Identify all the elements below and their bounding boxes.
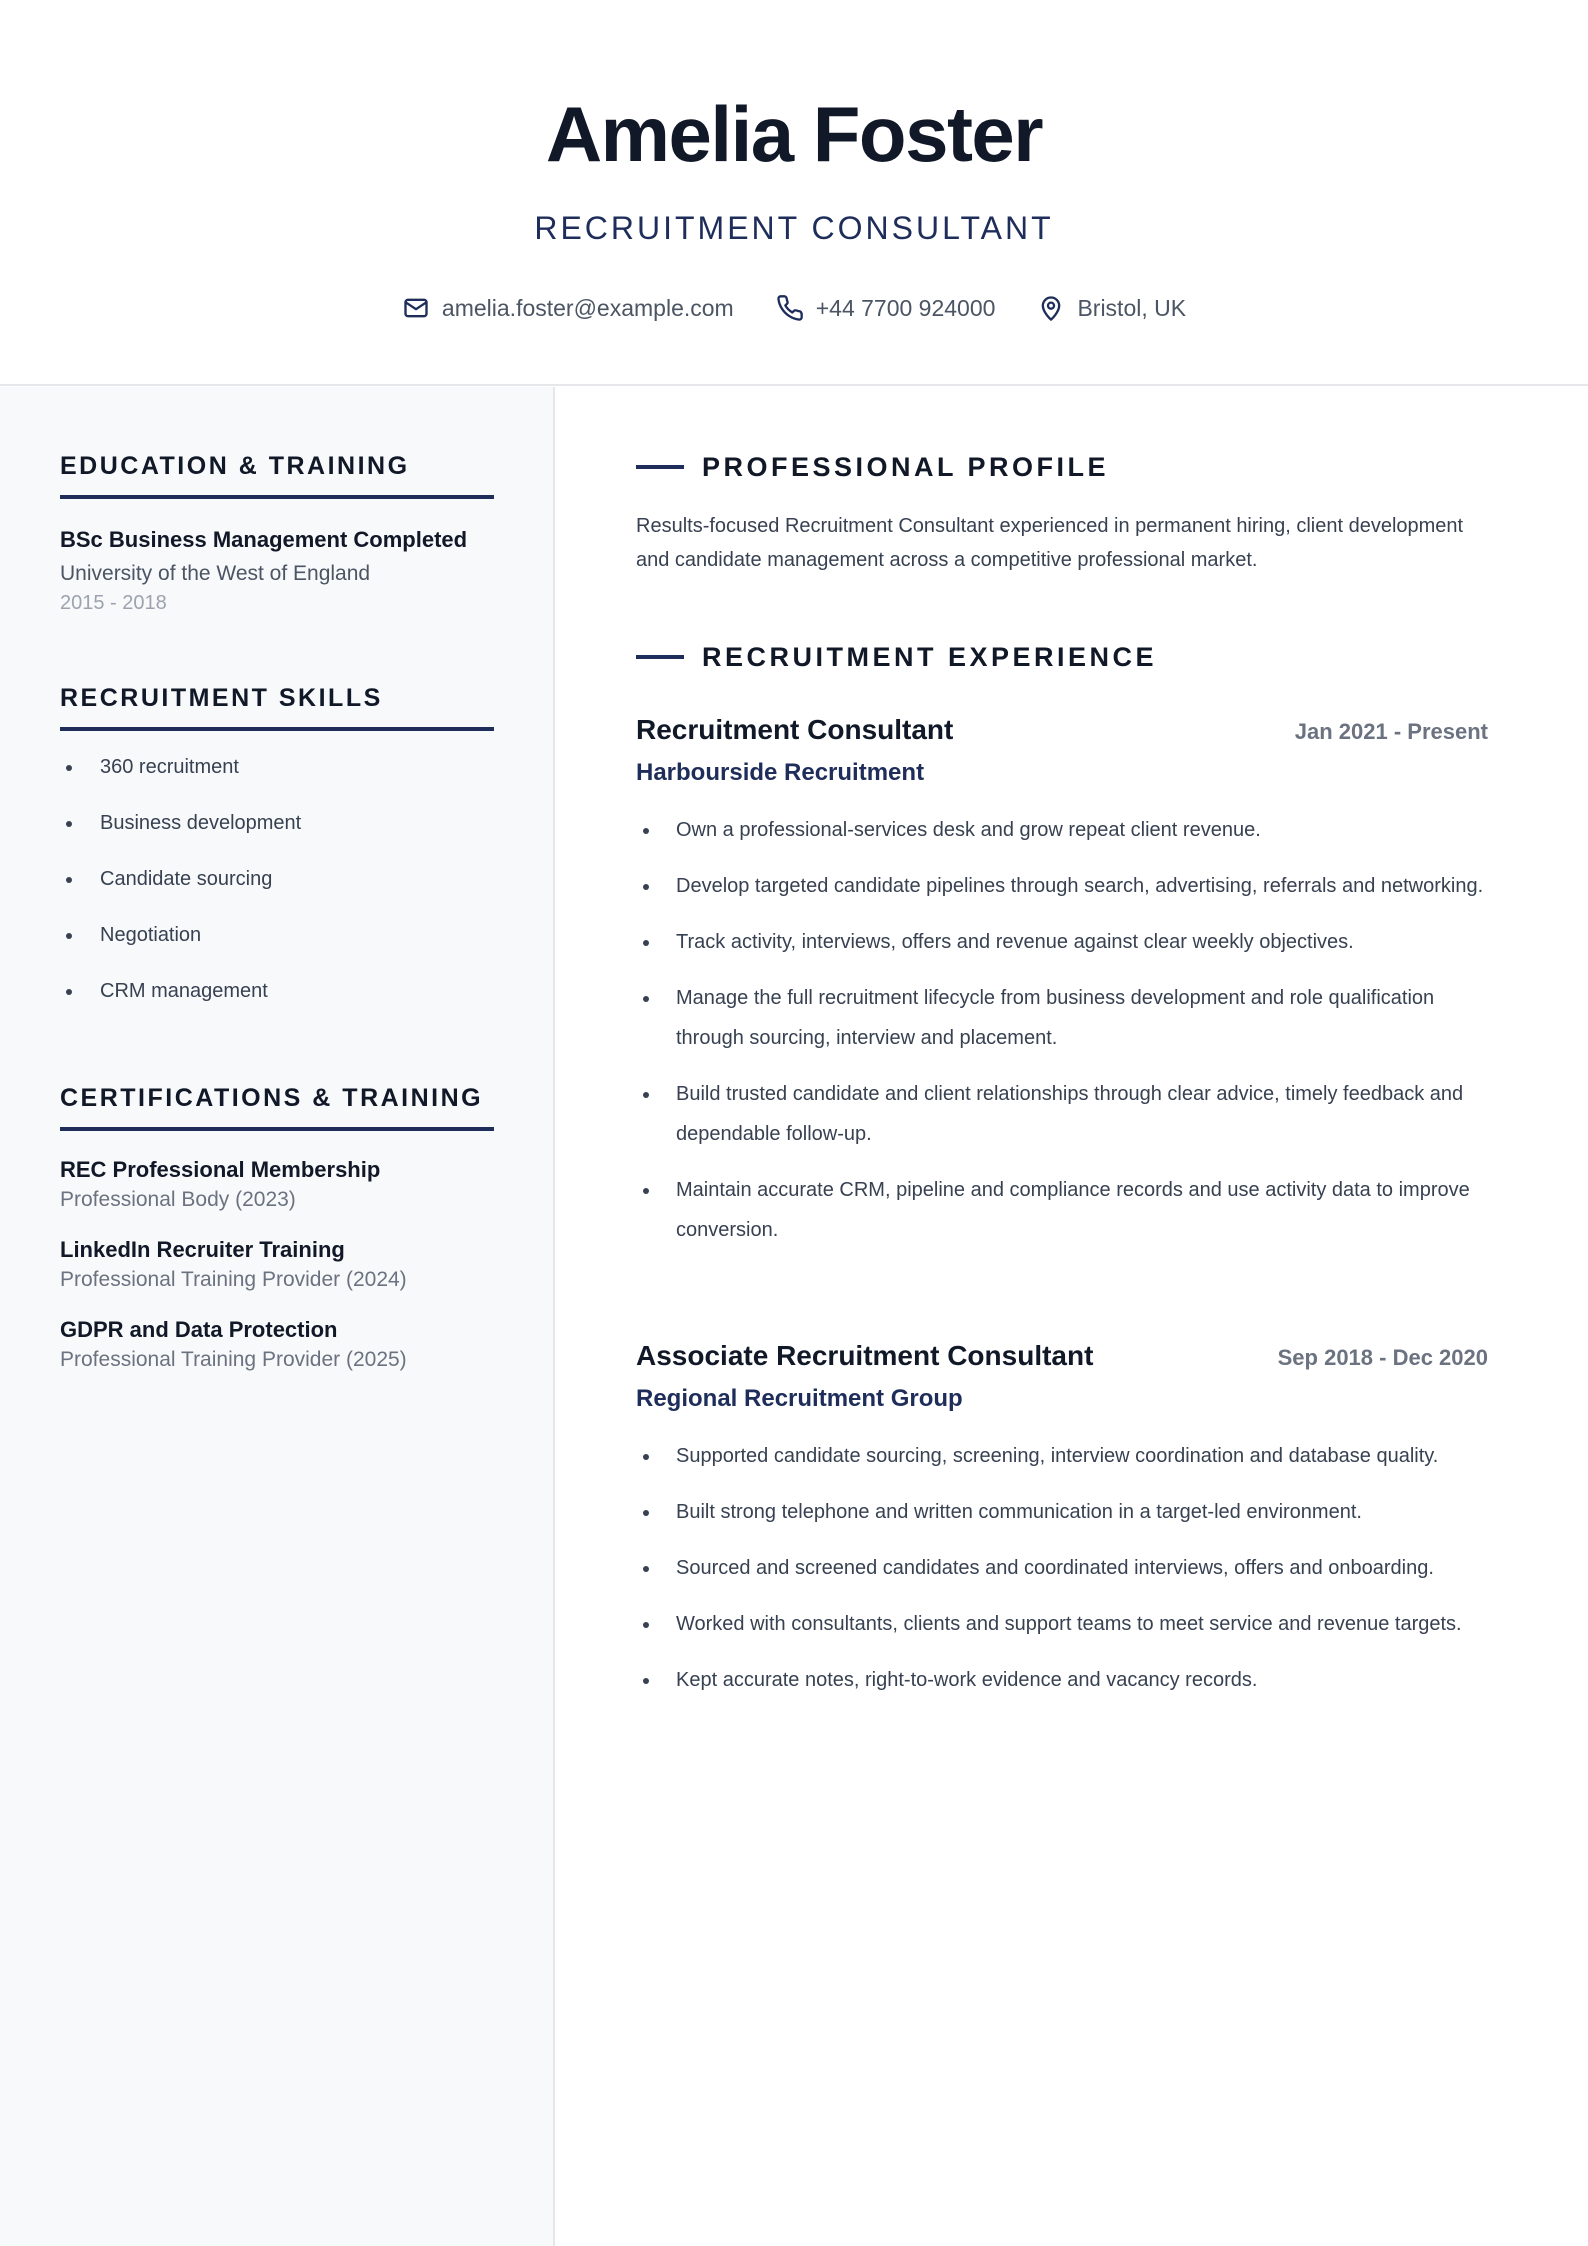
job-bullet: Build trusted candidate and client relationships through clear advice, timely feedback and dependable follow-up. bbox=[636, 1074, 1488, 1154]
email-text: amelia.foster@example.com bbox=[441, 295, 734, 321]
job-bullet: Sourced and screened candidates and coordinated interviews, offers and onboarding. bbox=[636, 1548, 1488, 1588]
job-company: Regional Recruitment Group bbox=[636, 1385, 963, 1412]
job-bullet: Kept accurate notes, right-to-work evidence and vacancy records. bbox=[636, 1660, 1488, 1700]
phone-icon bbox=[776, 294, 804, 322]
degree-title: BSc Business Management Completed bbox=[60, 527, 468, 552]
candidate-title: RECRUITMENT CONSULTANT bbox=[534, 210, 1054, 246]
skill-item: Business development bbox=[60, 807, 494, 839]
education-dates: 2015 - 2018 bbox=[60, 592, 167, 614]
location-pin-icon bbox=[1037, 294, 1065, 322]
skill-item: Candidate sourcing bbox=[60, 863, 494, 895]
job-dates: Jan 2021 - Present bbox=[1294, 719, 1488, 744]
job-bullet: Supported candidate sourcing, screening, interview coordination and database quality. bbox=[636, 1436, 1488, 1476]
job-entry bbox=[636, 1336, 1488, 1716]
job-bullets bbox=[636, 810, 1488, 1250]
candidate-name: Amelia Foster bbox=[545, 90, 1043, 178]
job-title: Associate Recruitment Consultant bbox=[636, 1340, 1094, 1371]
job-bullet: Track activity, interviews, offers and revenue against clear weekly objectives. bbox=[636, 922, 1488, 962]
mail-icon bbox=[402, 294, 430, 322]
certification-org: Professional Training Provider (2025) bbox=[60, 1348, 407, 1371]
contact-email[interactable] bbox=[402, 290, 734, 326]
school-name: University of the West of England bbox=[60, 562, 371, 585]
skill-item: CRM management bbox=[60, 975, 494, 1007]
profile-summary: Results-focused Recruitment Consultant experienced in permanent hiring, client development and candidate management across a competitive professional market. bbox=[636, 515, 1464, 571]
heading-rule bbox=[636, 465, 684, 469]
certifications-heading: CERTIFICATIONS & TRAINING bbox=[60, 1081, 494, 1131]
contact-phone[interactable] bbox=[776, 290, 996, 326]
skills-section bbox=[60, 681, 494, 1031]
certification-name: LinkedIn Recruiter Training bbox=[60, 1237, 345, 1262]
certification-name: GDPR and Data Protection bbox=[60, 1317, 338, 1342]
job-bullet: Own a professional-services desk and grow repeat client revenue. bbox=[636, 810, 1488, 850]
profile-heading bbox=[636, 449, 1109, 485]
job-bullet: Develop targeted candidate pipelines through search, advertising, referrals and networking. bbox=[636, 866, 1488, 906]
certification-name: REC Professional Membership bbox=[60, 1157, 381, 1182]
education-section bbox=[60, 449, 494, 617]
heading-rule bbox=[636, 655, 684, 659]
experience-heading-text: RECRUITMENT EXPERIENCE bbox=[702, 642, 1158, 672]
profile-heading-text: PROFESSIONAL PROFILE bbox=[702, 452, 1110, 482]
job-dates: Sep 2018 - Dec 2020 bbox=[1277, 1345, 1488, 1370]
job-bullets bbox=[636, 1436, 1488, 1700]
sidebar bbox=[0, 387, 555, 2246]
education-heading: EDUCATION & TRAINING bbox=[60, 449, 494, 499]
certifications-section bbox=[60, 1081, 494, 1375]
certification-item bbox=[60, 1315, 494, 1375]
skill-item: Negotiation bbox=[60, 919, 494, 951]
job-bullet: Maintain accurate CRM, pipeline and compliance records and use activity data to improve conversion. bbox=[636, 1170, 1488, 1250]
skills-list bbox=[60, 751, 494, 1007]
certification-item bbox=[60, 1155, 494, 1215]
job-entry bbox=[636, 710, 1488, 1266]
job-bullet: Worked with consultants, clients and support teams to meet service and revenue targets. bbox=[636, 1604, 1488, 1644]
job-title: Recruitment Consultant bbox=[636, 714, 954, 745]
phone-text: +44 7700 924000 bbox=[815, 295, 996, 321]
contact-bar bbox=[0, 290, 1588, 326]
job-header bbox=[636, 710, 1488, 752]
certification-item bbox=[60, 1235, 494, 1295]
skill-item: 360 recruitment bbox=[60, 751, 494, 783]
job-bullet: Built strong telephone and written communication in a target-led environment. bbox=[636, 1492, 1488, 1532]
skills-heading: RECRUITMENT SKILLS bbox=[60, 681, 494, 731]
job-bullet: Manage the full recruitment lifecycle from business development and role qualification through sourcing, interview and placement. bbox=[636, 978, 1488, 1058]
job-header bbox=[636, 1336, 1488, 1378]
location-text: Bristol, UK bbox=[1077, 295, 1187, 321]
resume-header bbox=[0, 0, 1588, 386]
job-company: Harbourside Recruitment bbox=[636, 759, 925, 786]
experience-heading bbox=[636, 639, 1157, 675]
contact-location bbox=[1037, 290, 1186, 326]
certification-org: Professional Body (2023) bbox=[60, 1188, 296, 1211]
certification-org: Professional Training Provider (2024) bbox=[60, 1268, 407, 1291]
